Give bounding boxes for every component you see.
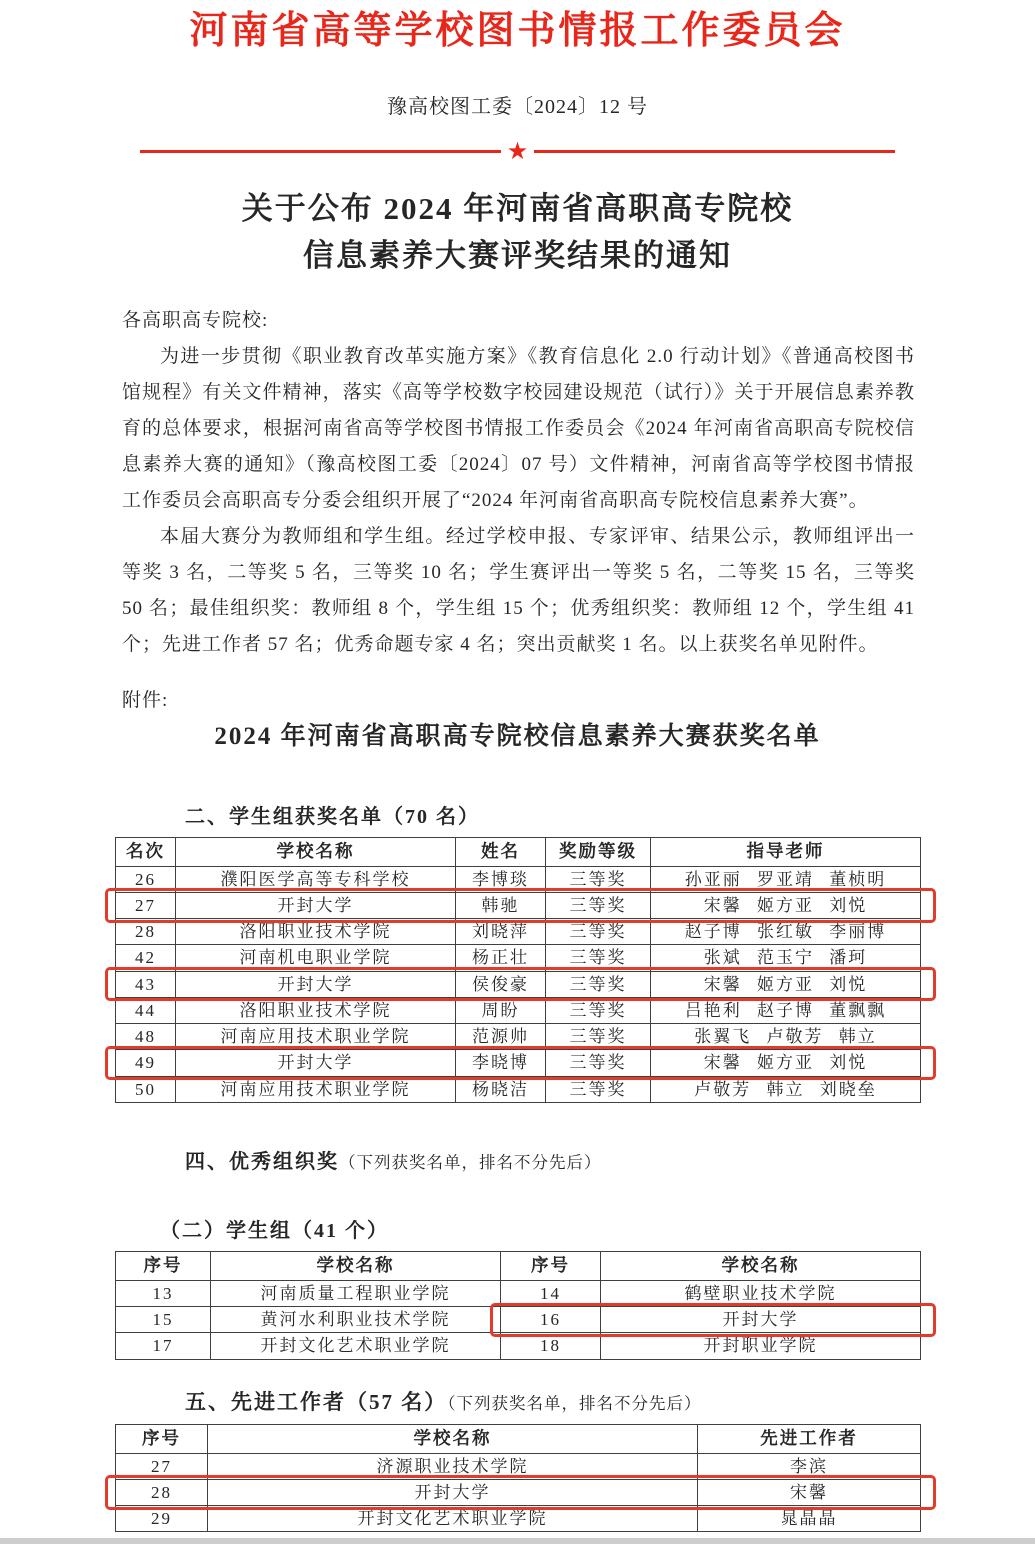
table-cell: 河南质量工程职业学院 bbox=[211, 1280, 501, 1306]
table-cell: 吕艳利 赵子博 董飘飘 bbox=[651, 997, 921, 1023]
table-cell: 50 bbox=[116, 1076, 176, 1102]
section-heading-text: 四、优秀组织奖 bbox=[185, 1150, 339, 1173]
table-header-row bbox=[116, 837, 921, 866]
table-cell: 49 bbox=[116, 1050, 176, 1076]
org-title: 河南省高等学校图书情报工作委员会 bbox=[189, 10, 846, 52]
table-row bbox=[116, 1076, 921, 1102]
star-icon: ★ bbox=[506, 138, 529, 165]
table-cell: 晁晶晶 bbox=[698, 1506, 921, 1532]
table-cell: 开封大学 bbox=[176, 971, 456, 997]
table-cell: 济源职业技术学院 bbox=[208, 1453, 698, 1479]
table-cell: 范源帅 bbox=[456, 1024, 546, 1050]
section-heading-advanced-workers bbox=[185, 1386, 1035, 1416]
divider-line-right bbox=[534, 150, 895, 153]
table-cell: 开封大学 bbox=[176, 1050, 456, 1076]
table-cell: 河南应用技术职业学院 bbox=[176, 1076, 456, 1102]
advanced-workers-table-wrap bbox=[115, 1424, 920, 1533]
doc-title-line1: 关于公布 2024 年河南省高职高专院校 bbox=[241, 190, 794, 226]
table-cell: 29 bbox=[116, 1506, 208, 1532]
doc-number: 豫高校图工委〔2024〕12 号 bbox=[387, 95, 648, 118]
column-header: 奖励等级 bbox=[546, 837, 651, 866]
section-heading-text: （二）学生组（41 个） bbox=[160, 1219, 389, 1242]
table-cell: 洛阳职业技术学院 bbox=[176, 919, 456, 945]
table-cell: 14 bbox=[501, 1280, 601, 1306]
table-header-row bbox=[116, 1424, 921, 1453]
column-header: 学校名称 bbox=[601, 1251, 921, 1280]
student-awards-table-wrap bbox=[115, 837, 920, 1103]
table-cell: 周盼 bbox=[456, 997, 546, 1023]
advanced-workers-table bbox=[115, 1424, 921, 1533]
table-cell: 开封大学 bbox=[176, 892, 456, 918]
table-cell: 42 bbox=[116, 945, 176, 971]
table-row bbox=[116, 971, 921, 997]
column-header: 姓名 bbox=[456, 837, 546, 866]
table-cell: 卢敬芳 韩立 刘晓垒 bbox=[651, 1076, 921, 1102]
doc-title bbox=[0, 185, 1035, 279]
table-row bbox=[116, 866, 921, 892]
salutation: 各高职高专院校: bbox=[122, 309, 269, 331]
column-header: 序号 bbox=[116, 1424, 208, 1453]
table-cell: 18 bbox=[501, 1333, 601, 1359]
table-cell: 三等奖 bbox=[546, 1076, 651, 1102]
column-header: 名次 bbox=[116, 837, 176, 866]
red-divider bbox=[140, 139, 895, 165]
body-text bbox=[122, 303, 915, 663]
table-cell: 河南机电职业学院 bbox=[176, 945, 456, 971]
table-cell: 侯俊豪 bbox=[456, 971, 546, 997]
section-heading-text: 二、学生组获奖名单（70 名） bbox=[185, 805, 480, 828]
table-row bbox=[116, 1024, 921, 1050]
column-header: 指导老师 bbox=[651, 837, 921, 866]
section-heading-note: （下列获奖名单，排名不分先后） bbox=[339, 1152, 602, 1172]
section-heading-org-award bbox=[185, 1145, 1035, 1174]
table-header-row bbox=[116, 1251, 921, 1280]
table-cell: 三等奖 bbox=[546, 997, 651, 1023]
table-row bbox=[116, 1280, 921, 1306]
org-award-students-table bbox=[115, 1251, 921, 1360]
table-cell: 43 bbox=[116, 971, 176, 997]
table-cell: 宋馨 姬方亚 刘悦 bbox=[651, 1050, 921, 1076]
table-cell: 17 bbox=[116, 1333, 211, 1359]
table-cell: 三等奖 bbox=[546, 945, 651, 971]
table-row bbox=[116, 1333, 921, 1359]
table-row bbox=[116, 1479, 921, 1505]
table-cell: 孙亚丽 罗亚靖 董桢明 bbox=[651, 866, 921, 892]
table-row bbox=[116, 997, 921, 1023]
table-cell: 鹤壁职业技术学院 bbox=[601, 1280, 921, 1306]
table-cell: 洛阳职业技术学院 bbox=[176, 997, 456, 1023]
table-row bbox=[116, 1453, 921, 1479]
table-cell: 宋馨 bbox=[698, 1479, 921, 1505]
table-cell: 张斌 范玉宁 潘珂 bbox=[651, 945, 921, 971]
table-cell: 宋馨 姬方亚 刘悦 bbox=[651, 892, 921, 918]
page-bottom-edge bbox=[0, 1538, 1035, 1544]
table-cell: 16 bbox=[501, 1307, 601, 1333]
table-row bbox=[116, 892, 921, 918]
paragraph-1: 为进一步贯彻《职业教育改革实施方案》《教育信息化 2.0 行动计划》《普通高校图书馆规程》有关文件精神，落实《高等学校数字校园建设规范（试行）》关于开展信息素养教育的总体要求，根据河南省高等学校图书情报工作委员会《2024 年河南省高职高专院校信息素养大赛的通知》（豫高校图工委〔2024〕07 号）文件精神，河南省高等学校图书情报工作委员会高职高专分委会组织开展了“2024 年河南省高职高专院校信息素养大赛”。 bbox=[122, 345, 915, 511]
doc-title-line2: 信息素养大赛评奖结果的通知 bbox=[303, 237, 732, 273]
attachment-title: 2024 年河南省高职高专院校信息素养大赛获奖名单 bbox=[214, 722, 821, 750]
section-heading-student-awards bbox=[185, 800, 1035, 829]
table-cell: 河南应用技术职业学院 bbox=[176, 1024, 456, 1050]
column-header: 先进工作者 bbox=[698, 1424, 921, 1453]
table-cell: 13 bbox=[116, 1280, 211, 1306]
table-cell: 15 bbox=[116, 1307, 211, 1333]
table-cell: 28 bbox=[116, 1479, 208, 1505]
subsection-heading-student-group bbox=[160, 1214, 1035, 1243]
table-cell: 三等奖 bbox=[546, 1050, 651, 1076]
column-header: 学校名称 bbox=[211, 1251, 501, 1280]
table-cell: 李博琰 bbox=[456, 866, 546, 892]
table-row bbox=[116, 1307, 921, 1333]
table-cell: 三等奖 bbox=[546, 971, 651, 997]
column-header: 学校名称 bbox=[208, 1424, 698, 1453]
table-cell: 三等奖 bbox=[546, 1024, 651, 1050]
table-cell: 开封文化艺术职业学院 bbox=[211, 1333, 501, 1359]
table-cell: 44 bbox=[116, 997, 176, 1023]
divider-line-left bbox=[140, 150, 501, 153]
table-cell: 赵子博 张红敏 李丽博 bbox=[651, 919, 921, 945]
table-cell: 濮阳医学高等专科学校 bbox=[176, 866, 456, 892]
table-cell: 宋馨 姬方亚 刘悦 bbox=[651, 971, 921, 997]
table-cell: 三等奖 bbox=[546, 919, 651, 945]
section-heading-text: 五、先进工作者（57 名） bbox=[185, 1389, 448, 1414]
table-cell: 三等奖 bbox=[546, 892, 651, 918]
table-cell: 李晓博 bbox=[456, 1050, 546, 1076]
table-cell: 开封文化艺术职业学院 bbox=[208, 1506, 698, 1532]
table-cell: 开封职业学院 bbox=[601, 1333, 921, 1359]
table-cell: 26 bbox=[116, 866, 176, 892]
column-header: 学校名称 bbox=[176, 837, 456, 866]
table-cell: 27 bbox=[116, 892, 176, 918]
table-cell: 张翼飞 卢敬芳 韩立 bbox=[651, 1024, 921, 1050]
section-heading-note: （下列获奖名单，排名不分先后） bbox=[447, 1393, 702, 1413]
table-row bbox=[116, 1506, 921, 1532]
column-header: 序号 bbox=[116, 1251, 211, 1280]
table-cell: 开封大学 bbox=[601, 1307, 921, 1333]
table-cell: 黄河水利职业技术学院 bbox=[211, 1307, 501, 1333]
table-row bbox=[116, 919, 921, 945]
org-award-students-table-wrap bbox=[115, 1251, 920, 1360]
table-cell: 28 bbox=[116, 919, 176, 945]
table-cell: 杨正壮 bbox=[456, 945, 546, 971]
student-awards-table bbox=[115, 837, 921, 1103]
paragraph-2: 本届大赛分为教师组和学生组。经过学校申报、专家评审、结果公示，教师组评出一等奖 3 名，二等奖 5 名，三等奖 10 名；学生赛评出一等奖 5 名，二等奖 15 名，三等奖 50 名；最佳组织奖：教师组 8 个，学生组 15 个；优秀组织奖：教师组 12 个，学生组 41 个；先进工作者 57 名；优秀命题专家 4 名；突出贡献奖 1 名。以上获奖名单见附件。 bbox=[122, 525, 915, 655]
column-header: 序号 bbox=[501, 1251, 601, 1280]
table-cell: 48 bbox=[116, 1024, 176, 1050]
table-cell: 27 bbox=[116, 1453, 208, 1479]
table-cell: 三等奖 bbox=[546, 866, 651, 892]
table-cell: 李滨 bbox=[698, 1453, 921, 1479]
table-cell: 开封大学 bbox=[208, 1479, 698, 1505]
table-cell: 杨晓洁 bbox=[456, 1076, 546, 1102]
attachment-label: 附件: bbox=[122, 689, 169, 711]
table-cell: 韩驰 bbox=[456, 892, 546, 918]
table-row bbox=[116, 1050, 921, 1076]
table-cell: 刘晓萍 bbox=[456, 919, 546, 945]
table-row bbox=[116, 945, 921, 971]
